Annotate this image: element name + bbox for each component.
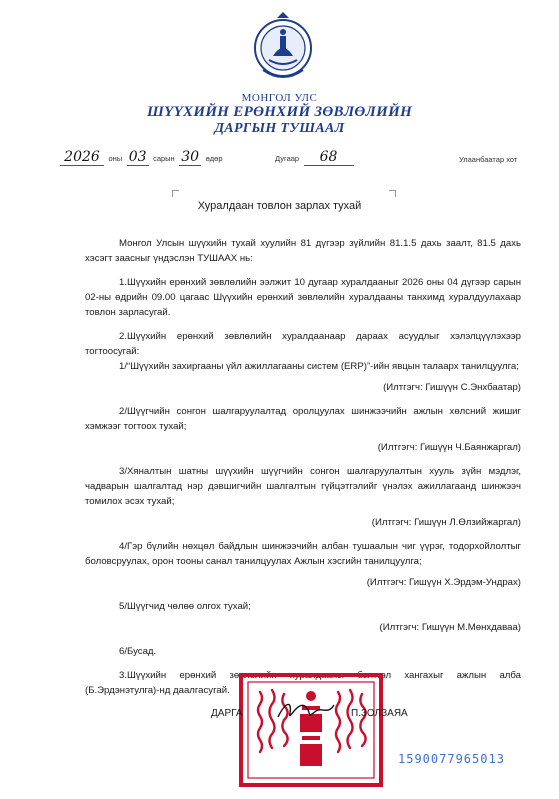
signature-name: П.ЗОЛЗАЯА <box>351 708 408 719</box>
signature-title: ДАРГА <box>211 708 243 719</box>
agenda-item-3-speaker: (Илтгэгч: Гишүүн Л.Өлзийжаргал) <box>371 517 521 528</box>
city: Улаанбаатар хот <box>459 155 518 164</box>
agenda-item-1-speaker: (Илтгэгч: Гишүүн С.Энхбаатар) <box>383 382 521 393</box>
agenda-item-5: 5/Шүүгчид чөлөө олгох тухай; <box>119 601 251 612</box>
red-official-seal-icon <box>238 672 384 788</box>
document-title: Хуралдаан товлон зарлах тухай <box>197 200 362 212</box>
header-council: ШҮҮХИЙН ЕРӨНХИЙ ЗӨВЛӨЛИЙН <box>146 104 413 120</box>
dateline: 2026 оны 03 сарын 30 өдөр <box>60 148 223 166</box>
agenda-item-4: 4/Гэр бүлийн нөхцөл байдлын шинжээчийн албан тушаалын чиг үүрэг, тодорхойлолтыг боловсруулах, орон тооны санал танилцуулах Ажлын хэсгийн танилцуулга; <box>85 541 521 567</box>
intro-paragraph: Монгол Улсын шүүхийн тухай хуулийн 81 дүгээр зүйлийн 81.1.5 дахь заалт, 81.5 дахь хэсэгт заасныг үндэслэн ТУШААХ нь: <box>85 238 521 264</box>
agenda-item-5-speaker: (Илтгэгч: Гишүүн М.Мөнхдаваа) <box>379 622 521 633</box>
document-barcode: 1590077965013 <box>398 752 505 766</box>
handwritten-signature <box>276 697 336 730</box>
mongolia-state-emblem-icon <box>251 10 315 90</box>
agenda-item-1: 1/“Шүүхийн захиргааны үйл ажиллагааны систем (ERP)”-ийн явцын талаарх танилцуулга; <box>119 361 519 372</box>
date-month: 03 <box>127 149 149 166</box>
agenda-item-2: 2/Шүүгчийн сонгон шалгаруулалтад оролцуулах шинжээчийн ажлын хөлсний жишиг хэмжээг тогтоох тухай; <box>85 406 521 432</box>
order-number-value: 68 <box>304 149 354 166</box>
corner-mark <box>172 190 179 197</box>
header-order-title: ДАРГЫН ТУШААЛ <box>214 121 345 136</box>
order-number: Дугаар 68 <box>275 148 354 166</box>
agenda-item-4-speaker: (Илтгэгч: Гишүүн Х.Эрдэм-Ундрах) <box>366 577 521 588</box>
agenda-item-3: 3/Хяналтын шатны шүүхийн шүүгчийн сонгон шалгаруулалтын хууль зүйн мэдлэг, чадварын шалгалтад нэр дэвшигчийн шалгалтын гүйцэтгэлийг үнэлэх ажиллагаанд шинжээч томилох эсэх тухай; <box>85 466 521 507</box>
date-year: 2026 <box>60 149 104 166</box>
corner-mark <box>389 190 396 197</box>
agenda-item-6: 6/Бусад. <box>119 646 157 657</box>
document-body <box>85 236 521 698</box>
date-day: 30 <box>179 149 201 166</box>
agenda-item-2-speaker: (Илтгэгч: Гишүүн Ч.Баянжаргал) <box>377 442 521 453</box>
paragraph-2: 2.Шүүхийн ерөнхий зөвлөлийн хуралдаанаар дараах асуудлыг хэлэлцүүлэхээр тогтоосугай: <box>85 331 521 357</box>
paragraph-3: 3.Шүүхийн ерөнхий зөвлөлийн хуралдааны бэлтгэл хангахыг ажлын алба (Б.Эрдэнэтулга)-нд даалгасугай. <box>85 670 521 696</box>
header-country: МОНГОЛ УЛС <box>241 92 318 104</box>
paragraph-1: 1.Шүүхийн ерөнхий зөвлөлийн ээлжит 10 дугаар хуралдааныг 2026 оны 04 дүгээр сарын 02-ны өдрийн 09.00 цагаас Шүүхийн ерөнхий зөвлөлийн хуралдааны танхимд хуралдуулахаар товлон зарласугай. <box>85 277 521 318</box>
